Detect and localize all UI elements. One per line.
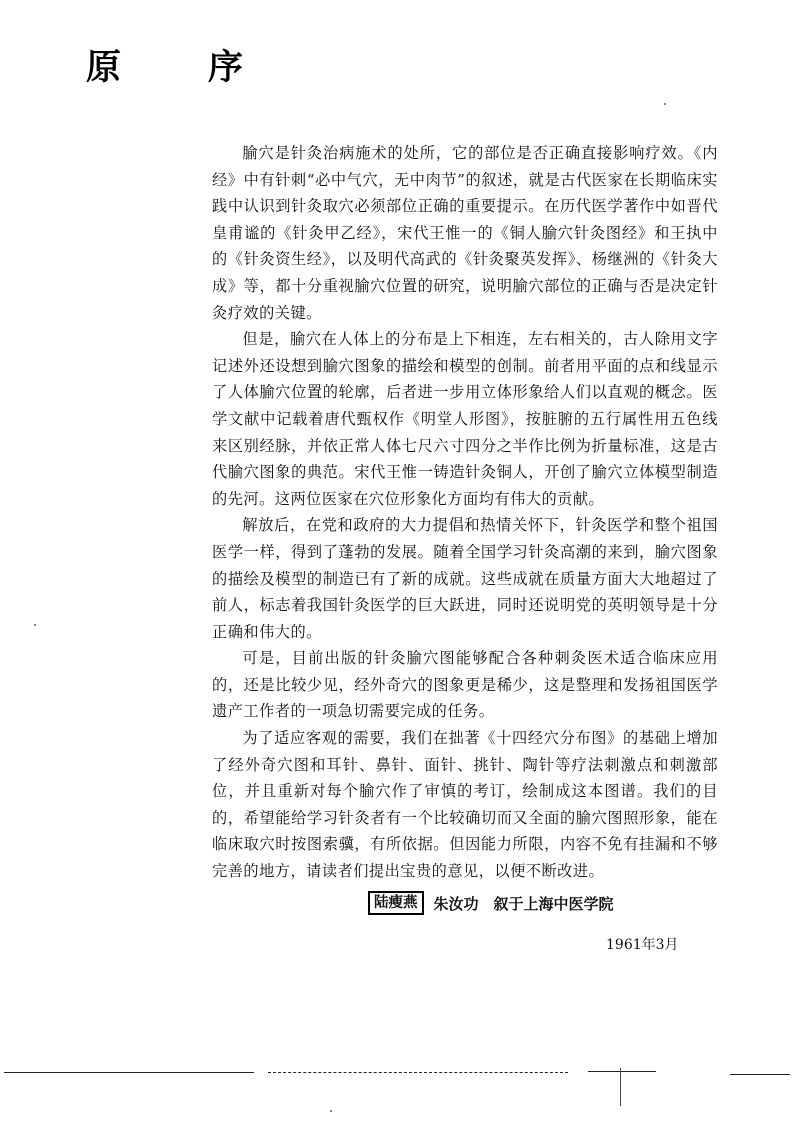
paragraph-4: 可是，目前出版的针灸腧穴图能够配合各种刺灸医术适合临床应用的，还是比较少见，经外奇穴的图象更是稀少，这是整理和发扬祖国医学遗产工作者的一项急切需要完成的任务。 xyxy=(212,649,718,721)
page-title: 原 序 xyxy=(86,48,270,88)
boxed-author-name: 陆瘦燕 xyxy=(368,891,424,915)
signature-line xyxy=(368,891,614,915)
paragraph-2: 但是，腧穴在人体上的分布是上下相连，左右相关的，古人除用文字记述外还设想到腧穴图象的描绘和模型的创制。前者用平面的点和线显示了人体腧穴位置的轮廓，后者进一步用立体形象给人们以直观的概念。医学文献中记载着唐代甄权作《明堂人形图》，按脏腑的五行属性用五色线来区别经脉，并依正常人体七尺六寸四分之半作比例为折量标准，这是古代腧穴图象的典范。宋代王惟一铸造针灸铜人，开创了腧穴立体模型制造的先河。这两位医家在穴位形象化方面均有伟大的贡献。 xyxy=(212,330,718,508)
paragraph-1: 腧穴是针灸治病施术的处所，它的部位是否正确直接影响疗效。《内经》中有针刺“必中气穴，无中肉节”的叙述，就是古代医家在长期临床实践中认识到针灸取穴必须部位正确的重要提示。在历代医学著作中如晋代皇甫谧的《针灸甲乙经》，宋代王惟一的《铜人腧穴针灸图经》和王执中的《针灸资生经》，以及明代高武的《针灸聚英发挥》、杨继洲的《针灸大成》等，都十分重视腧穴位置的研究，说明腧穴部位的正确与否是决定针灸疗效的关键。 xyxy=(212,144,718,322)
scan-speck xyxy=(34,624,36,626)
date-line: 1961年3月 xyxy=(606,937,679,953)
signature-text: 朱汝功 叙于上海中医学院 xyxy=(433,894,614,913)
preface-body xyxy=(212,140,718,885)
paragraph-5: 为了适应客观的需要，我们在拙著《十四经穴分布图》的基础上增加了经外奇穴图和耳针、鼻针、面针、挑针、陶针等疗法刺激点和刺激部位，并且重新对每个腧穴作了审慎的考订，绘制成这本图谱。我们的目的，希望能给学习针灸者有一个比较确切而又全面的腧穴图照形象，能在临床取穴时按图索骥，有所依据。但因能力所限，内容不免有挂漏和不够完善的地方，请读者们提出宝贵的意见，以便不断改进。 xyxy=(212,729,718,881)
bottom-rule-far-right xyxy=(730,1074,790,1075)
scan-speck xyxy=(664,103,666,105)
bottom-rule-middle xyxy=(268,1072,568,1073)
scan-speck xyxy=(330,1110,332,1112)
bottom-rule-right xyxy=(588,1071,656,1072)
bottom-rule-left xyxy=(4,1072,254,1073)
paragraph-3: 解放后，在党和政府的大力提倡和热情关怀下，针灸医学和整个祖国医学一样，得到了蓬勃的发展。随着全国学习针灸高潮的来到，腧穴图象的描绘及模型的制造已有了新的成就。这些成就在质量方面大大地超过了前人，标志着我国针灸医学的巨大跃进，同时还说明党的英明领导是十分正确和伟大的。 xyxy=(212,516,718,641)
bottom-vertical-mark xyxy=(620,1068,621,1106)
